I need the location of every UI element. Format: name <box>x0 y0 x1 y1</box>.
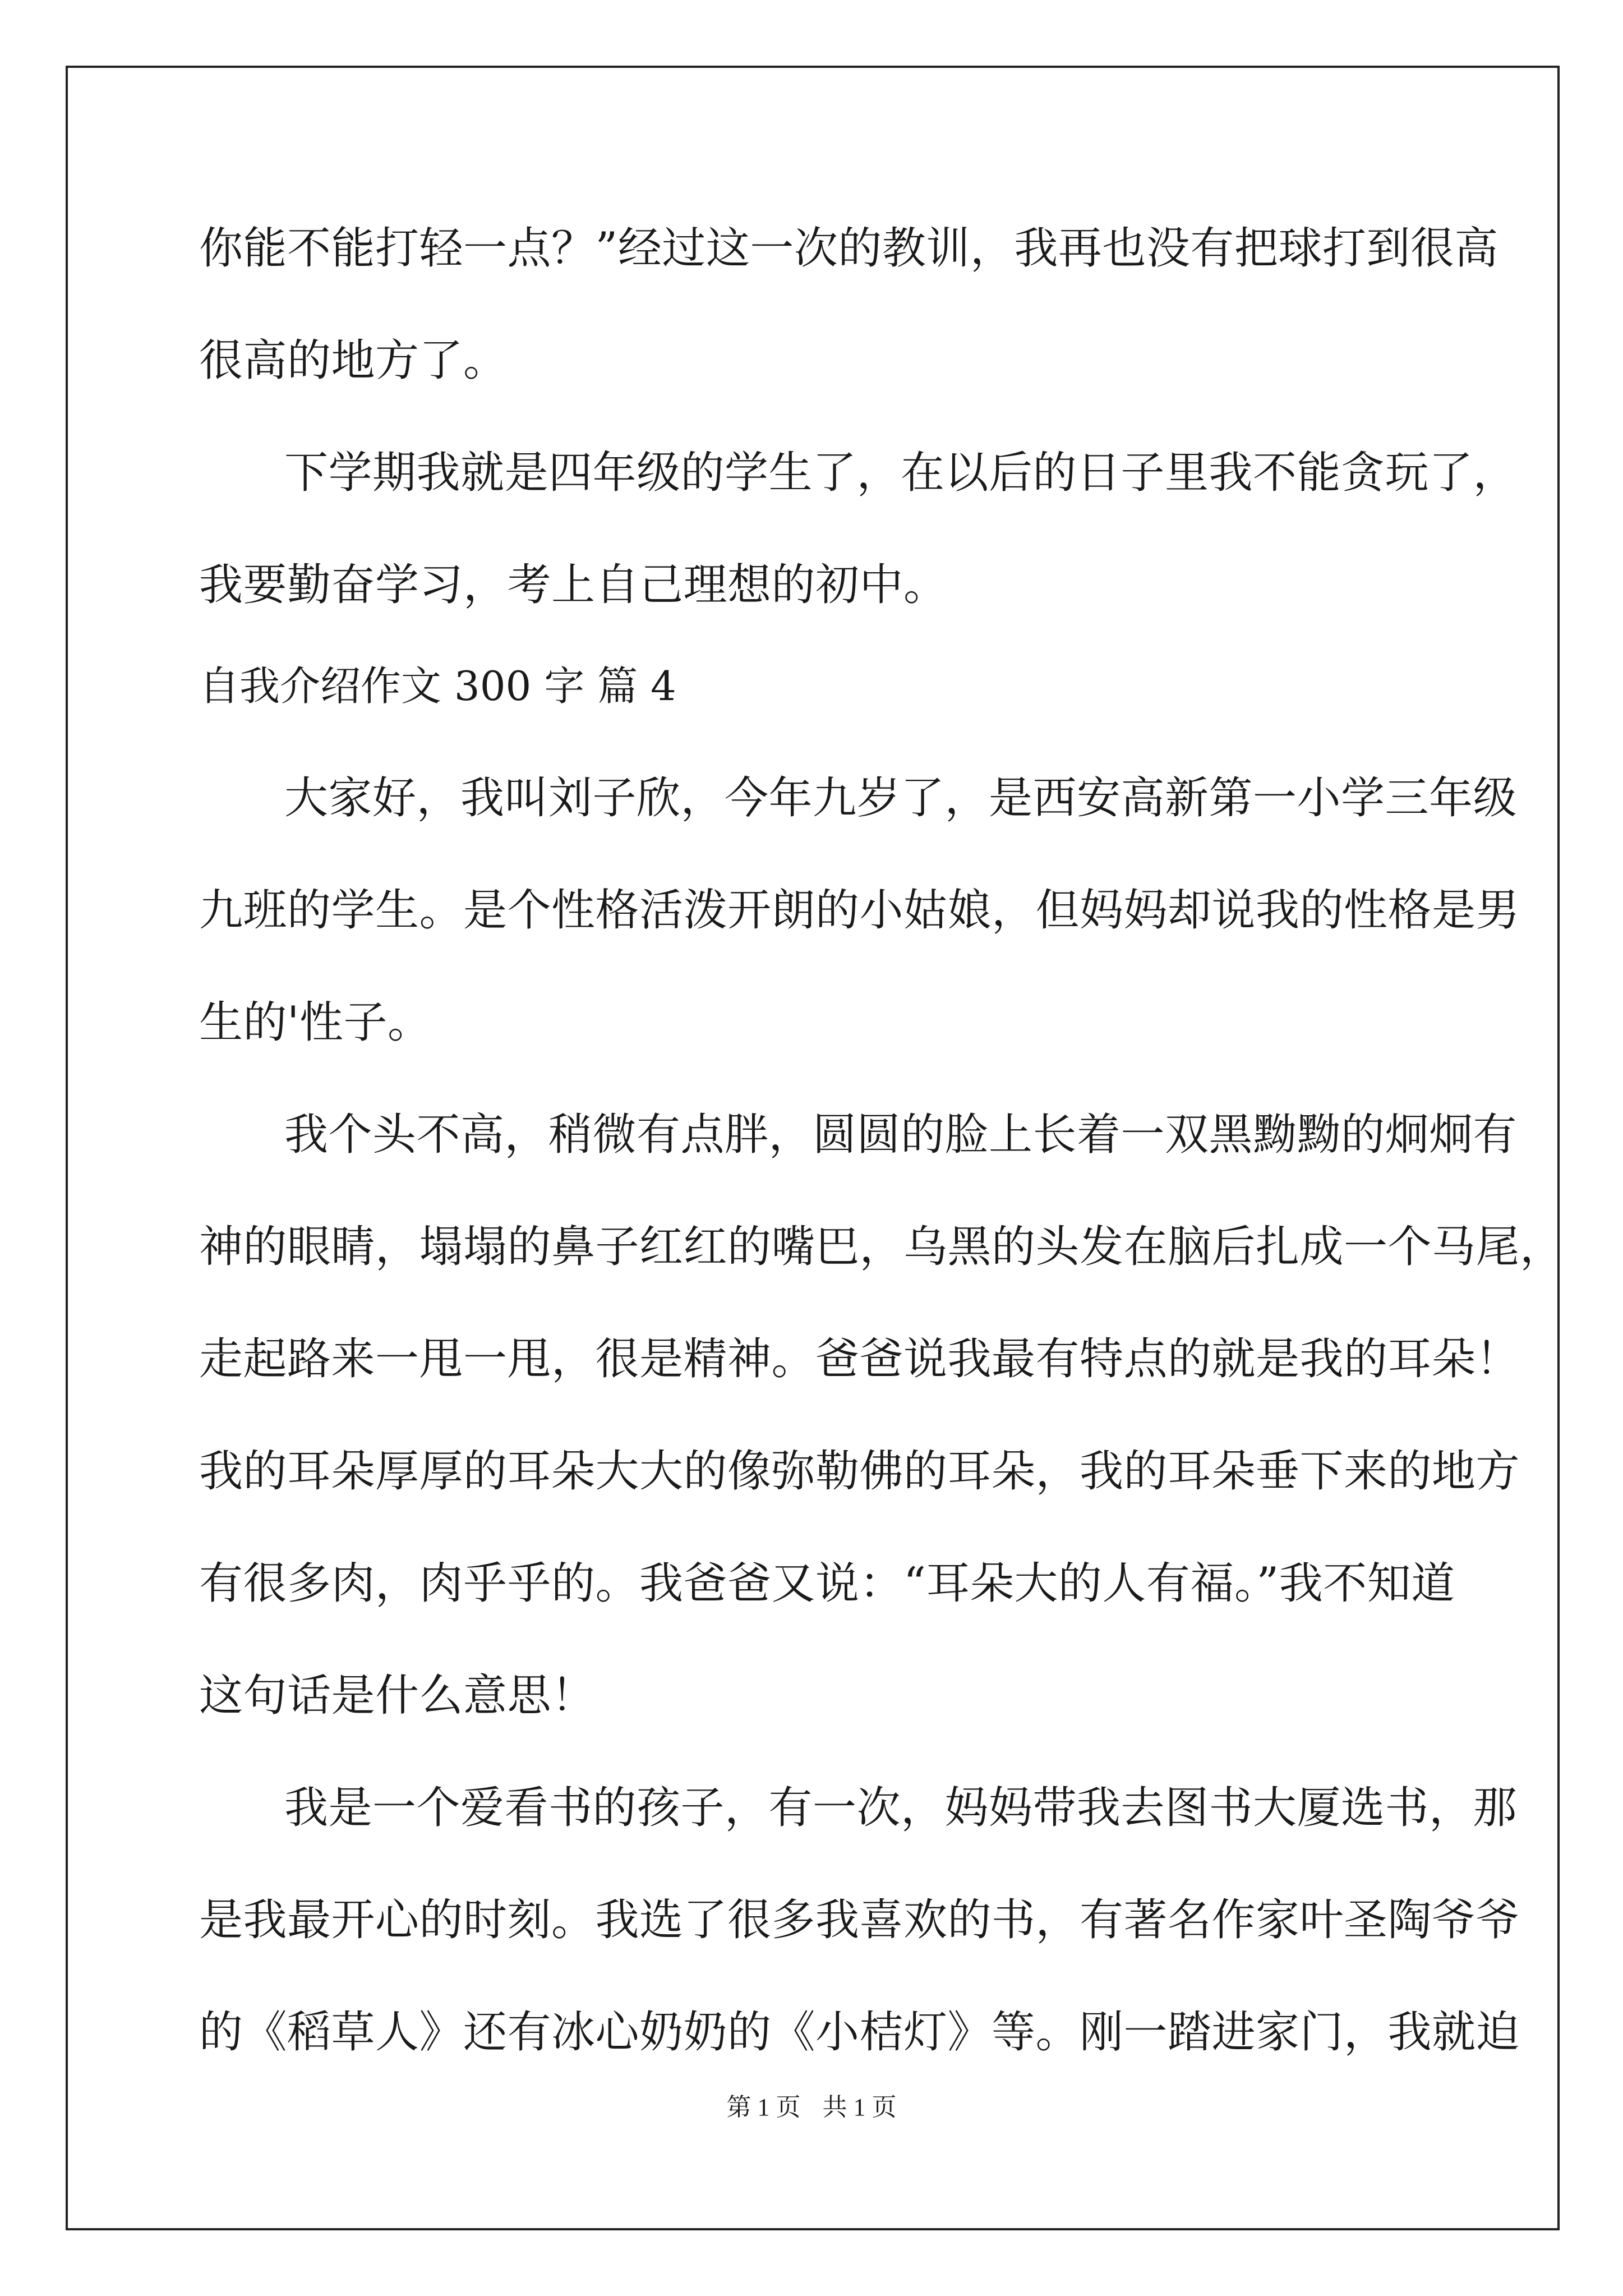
text-line: 你能不能打轻一点？”经过这一次的教训，我再也没有把球打到很高 <box>199 223 1498 274</box>
text-line: 九班的学生。是个性格活泼开朗的小姑娘，但妈妈却说我的性格是男 <box>199 885 1520 936</box>
section-heading: 自我介绍作文 300 字 篇 4 <box>199 662 676 710</box>
text-line: 这句话是什么意思！ <box>199 1671 596 1721</box>
page-total: 共 1 页 <box>822 2093 897 2121</box>
text-line: 很高的地方了。 <box>199 335 508 386</box>
text-line: 下学期我就是四年级的学生了，在以后的日子里我不能贪玩了， <box>284 448 1518 498</box>
text-line: 生的'性子。 <box>199 997 432 1048</box>
page-number: 第 1 页 <box>726 2093 801 2121</box>
text-line: 走起路来一甩一甩，很是精神。爸爸说我最有特点的就是我的耳朵！ <box>199 1334 1520 1384</box>
text-line: 我个头不高，稍微有点胖，圆圆的脸上长着一双黑黝黝的炯炯有 <box>284 1110 1518 1160</box>
text-line: 我要勤奋学习，考上自己理想的初中。 <box>199 560 948 610</box>
text-line: 我的耳朵厚厚的耳朵大大的像弥勒佛的耳朵，我的耳朵垂下来的地方 <box>199 1446 1520 1497</box>
text-line: 大家好，我叫刘子欣，今年九岁了，是西安高新第一小学三年级 <box>284 773 1518 823</box>
text-line: 是我最开心的时刻。我选了很多我喜欢的书，有著名作家叶圣陶爷爷 <box>199 1895 1520 1945</box>
text-line: 我是一个爱看书的孩子，有一次，妈妈带我去图书大厦选书，那 <box>284 1783 1518 1833</box>
page-footer <box>0 2087 1623 2123</box>
text-line: 神的眼睛，塌塌的鼻子红红的嘴巴，乌黑的头发在脑后扎成一个马尾， <box>199 1222 1564 1272</box>
text-line: 有很多肉，肉乎乎的。我爸爸又说：“耳朵大的人有福。”我不知道 <box>199 1558 1455 1609</box>
text-line: 的《稻草人》还有冰心奶奶的《小桔灯》等。刚一踏进家门，我就迫 <box>199 2007 1520 2058</box>
